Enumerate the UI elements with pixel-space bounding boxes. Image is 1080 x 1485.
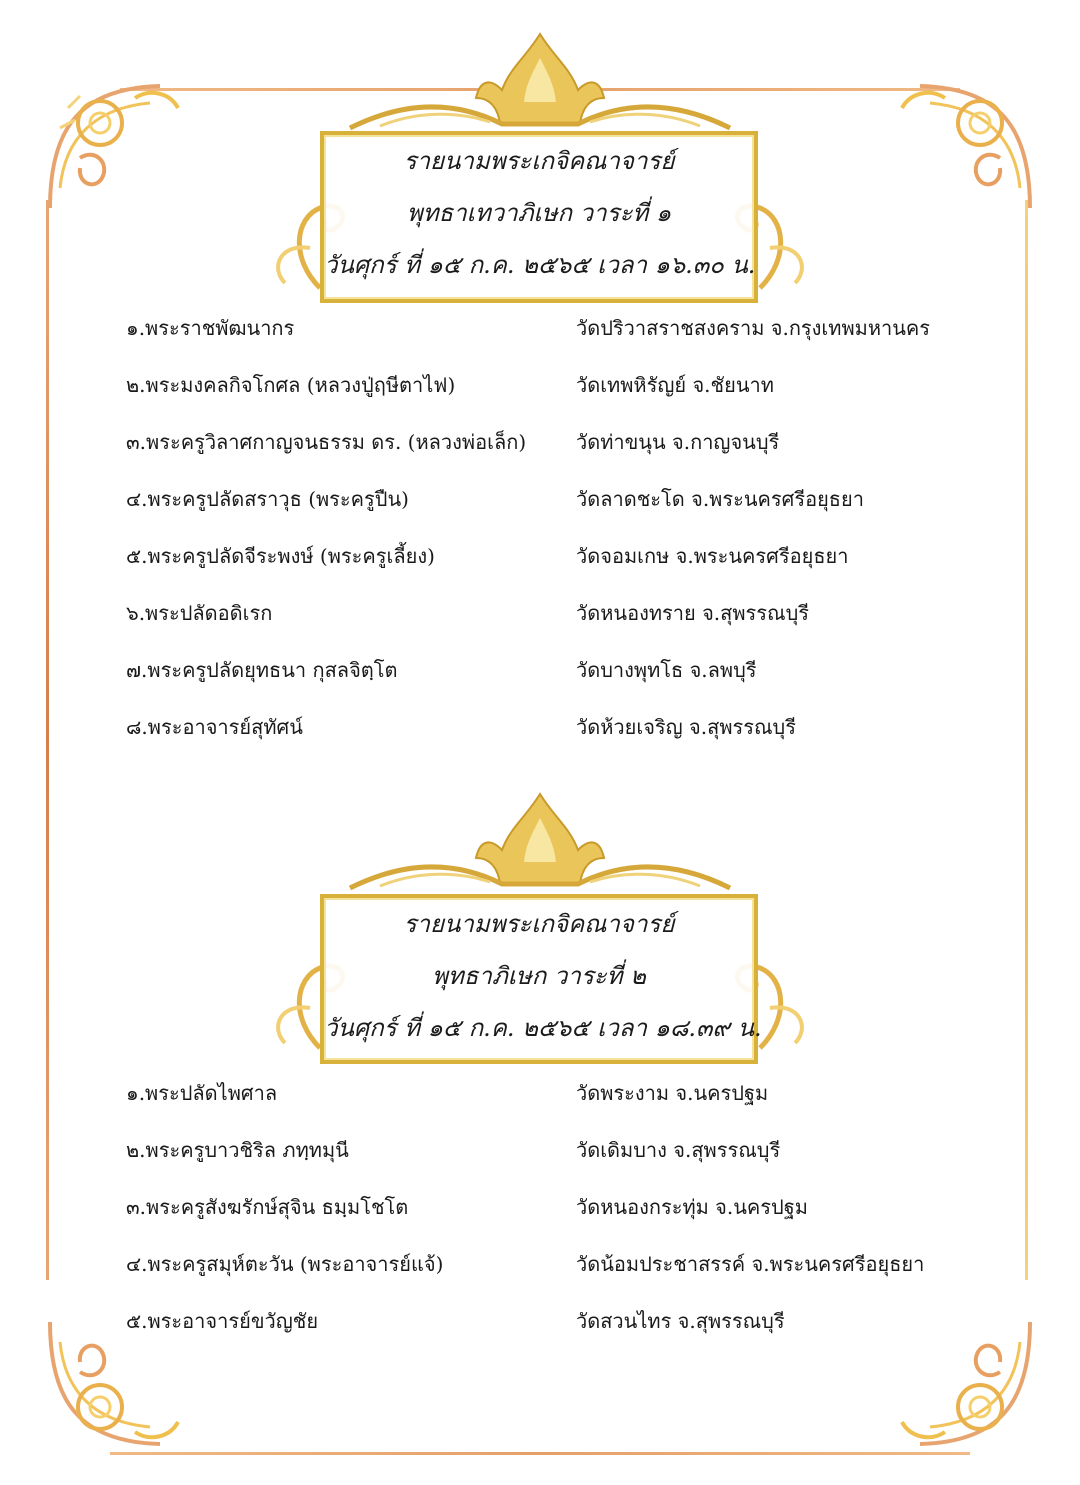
list-item — [0, 369, 1080, 409]
section2-heading-round: พุทธาภิเษก วาระที่ ๒ — [432, 962, 646, 990]
temple-province: วัดห้วยเจริญ จ.สุพรรณบุรี — [576, 715, 796, 739]
section1-heading-round: พุทธาเทวาภิเษก วาระที่ ๑ — [406, 199, 672, 227]
corner-ornament-top-right — [890, 68, 1040, 218]
monk-name: ๓.พระครูสังฆรักษ์สุจิน ธมฺมโชโต — [126, 1195, 409, 1219]
temple-province: วัดลาดชะโด จ.พระนครศรีอยุธยา — [576, 487, 864, 511]
temple-province: วัดเดิมบาง จ.สุพรรณบุรี — [576, 1138, 781, 1162]
section1-heading-block — [240, 28, 840, 308]
temple-province: วัดหนองกระทุ่ม จ.นครปฐม — [576, 1195, 808, 1219]
monk-name: ๒.พระมงคลกิจโกศล (หลวงปู่ฤษีตาไฟ) — [126, 373, 456, 397]
monk-name: ๓.พระครูวิลาศกาญจนธรรม ดร. (หลวงพ่อเล็ก) — [126, 430, 527, 454]
list-item — [0, 1077, 1080, 1117]
temple-province: วัดเทพหิรัญย์ จ.ชัยนาท — [576, 373, 774, 397]
list-item — [0, 1248, 1080, 1288]
temple-province: วัดบางพุทโธ จ.ลพบุรี — [576, 658, 757, 682]
section1-heading-box — [320, 131, 758, 303]
section1-heading-title: รายนามพระเกจิคณาจารย์ — [403, 147, 675, 175]
monk-name: ๘.พระอาจารย์สุทัศน์ — [126, 715, 303, 739]
temple-province: วัดท่าขนุน จ.กาญจนบุรี — [576, 430, 780, 454]
monk-name: ๗.พระครูปลัดยุทธนา กุสลจิตฺโต — [126, 658, 398, 682]
monk-name: ๔.พระครูสมุห์ตะวัน (พระอาจารย์แจ้) — [126, 1252, 444, 1276]
list-item — [0, 597, 1080, 637]
list-item — [0, 1305, 1080, 1345]
section1-heading-datetime: วันศุกร์ ที่ ๑๕ ก.ค. ๒๕๖๕ เวลา ๑๖.๓๐ น. — [324, 251, 756, 279]
list-item — [0, 312, 1080, 352]
scroll-ornament-icon — [40, 68, 190, 218]
section2-heading-title: รายนามพระเกจิคณาจารย์ — [403, 910, 675, 938]
list-item — [0, 654, 1080, 694]
section2-heading-datetime: วันศุกร์ ที่ ๑๕ ก.ค. ๒๕๖๕ เวลา ๑๘.๓๙ น. — [324, 1014, 762, 1042]
list-item — [0, 483, 1080, 523]
corner-ornament-top-left — [40, 68, 190, 218]
list-item — [0, 1191, 1080, 1231]
monk-name: ๕.พระอาจารย์ขวัญชัย — [126, 1309, 319, 1333]
scroll-ornament-icon — [890, 68, 1040, 218]
section2-heading-box — [320, 894, 762, 1064]
monk-name: ๒.พระครูบาวชิริล ภทฺทมุนี — [126, 1138, 349, 1162]
temple-province: วัดจอมเกษ จ.พระนครศรีอยุธยา — [576, 544, 849, 568]
temple-province: วัดพระงาม จ.นครปฐม — [576, 1081, 769, 1105]
temple-province: วัดน้อมประชาสรรค์ จ.พระนครศรีอยุธยา — [576, 1252, 925, 1276]
list-item — [0, 426, 1080, 466]
monk-name: ๖.พระปลัดอดิเรก — [126, 601, 273, 625]
monk-name: ๑.พระปลัดไพศาล — [126, 1081, 278, 1105]
temple-province: วัดสวนไทร จ.สุพรรณบุรี — [576, 1309, 785, 1333]
list-item — [0, 1134, 1080, 1174]
monk-name: ๔.พระครูปลัดสราวุธ (พระครูปืน) — [126, 487, 409, 511]
frame-bottom-border — [110, 1452, 970, 1455]
list-item — [0, 711, 1080, 751]
section2-heading-block — [240, 788, 840, 1068]
monk-name: ๕.พระครูปลัดจีระพงษ์ (พระครูเลี้ยง) — [126, 544, 435, 568]
temple-province: วัดหนองทราย จ.สุพรรณบุรี — [576, 601, 810, 625]
monk-name: ๑.พระราชพัฒนากร — [126, 316, 295, 340]
list-item — [0, 540, 1080, 580]
temple-province: วัดปริวาสราชสงคราม จ.กรุงเทพมหานคร — [576, 316, 931, 340]
